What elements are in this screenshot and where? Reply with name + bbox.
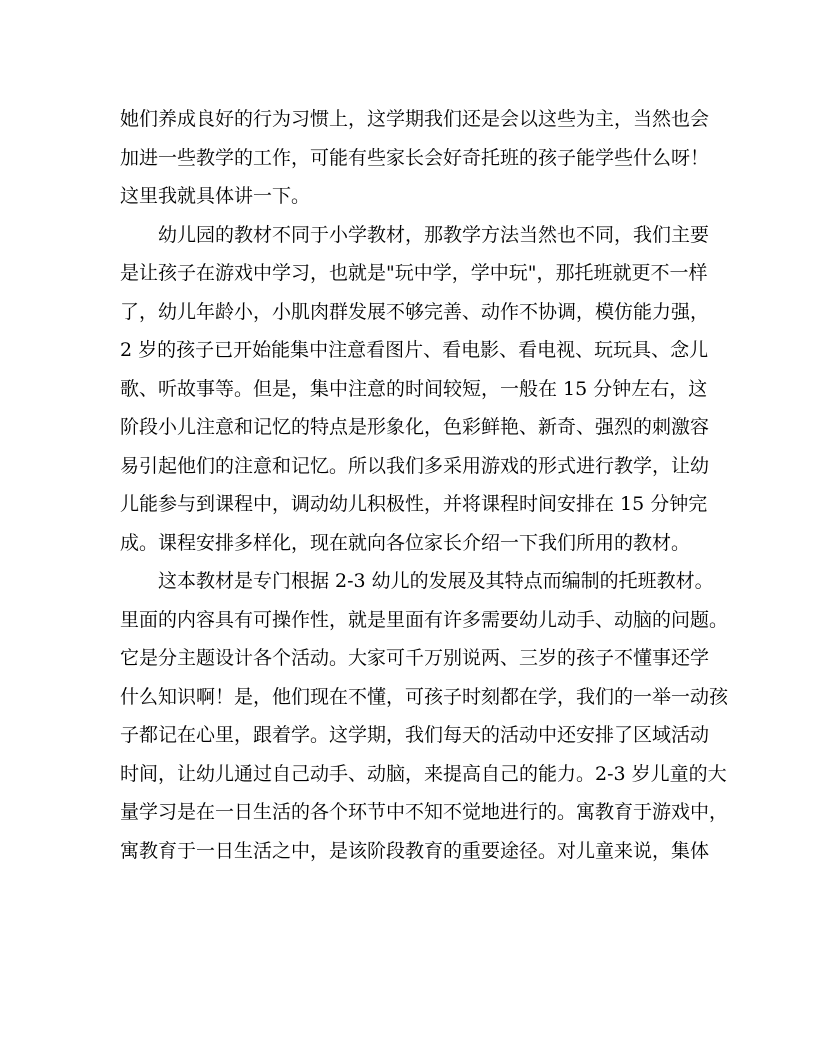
document-body xyxy=(120,100,729,870)
text-line: 了，幼儿年龄小，小肌肉群发展不够完善、动作不协调，模仿能力强， xyxy=(120,300,710,323)
text-line: 什么知识啊！是，他们现在不懂，可孩子时刻都在学，我们的一举一动孩 xyxy=(120,685,729,708)
text-line: 里面的内容具有可操作性，就是里面有许多需要幼儿动手、动脑的问题。 xyxy=(120,608,729,631)
text-line: 易引起他们的注意和记忆。所以我们多采用游戏的形式进行教学，让幼 xyxy=(120,454,710,477)
text-line: 这里我就具体讲一下。 xyxy=(120,185,311,207)
text-line: 成。课程安排多样化，现在就向各位家长介绍一下我们所用的教材。 xyxy=(120,531,691,554)
text-line: 它是分主题设计各个活动。大家可千万别说两、三岁的孩子不懂事还学 xyxy=(120,647,710,669)
text-line: 歌、听故事等。但是，集中注意的时间较短，一般在 15 分钟左右，这 xyxy=(120,377,708,400)
text-line: 寓教育于一日生活之中，是该阶段教育的重要途径。对儿童来说，集体 xyxy=(120,839,710,862)
text-line: 子都记在心里，跟着学。这学期，我们每天的活动中还安排了区域活动 xyxy=(120,724,710,746)
text-line: 阶段小儿注意和记忆的特点是形象化，色彩鲜艳、新奇、强烈的刺激容 xyxy=(120,416,710,438)
text-line: 2 岁的孩子已开始能集中注意看图片、看电影、看电视、玩玩具、念儿 xyxy=(120,339,709,361)
text-line: 量学习是在一日生活的各个环节中不知不觉地进行的。寓教育于游戏中， xyxy=(120,801,729,823)
text-line: 她们养成良好的行为习惯上，这学期我们还是会以这些为主，当然也会 xyxy=(120,108,710,130)
paragraph-1 xyxy=(120,100,710,216)
text-line: 幼儿园的教材不同于小学教材，那教学方法当然也不同，我们主要 xyxy=(158,223,710,246)
text-line: 时间，让幼儿通过自己动手、动脑，来提高自己的能力。2-3 岁儿童的大 xyxy=(120,762,727,785)
text-line: 儿能参与到课程中，调动幼儿积极性，并将课程时间安排在 15 分钟完 xyxy=(120,493,708,515)
text-line: 加进一些教学的工作，可能有些家长会好奇托班的孩子能学些什么呀！ xyxy=(120,146,710,169)
text-line: 是让孩子在游戏中学习，也就是"玩中学，学中玩"，那托班就更不一样 xyxy=(120,262,708,284)
paragraph-3 xyxy=(120,562,729,870)
paragraph-2 xyxy=(120,216,710,563)
text-line: 这本教材是专门根据 2-3 幼儿的发展及其特点而编制的托班教材。 xyxy=(158,570,714,592)
